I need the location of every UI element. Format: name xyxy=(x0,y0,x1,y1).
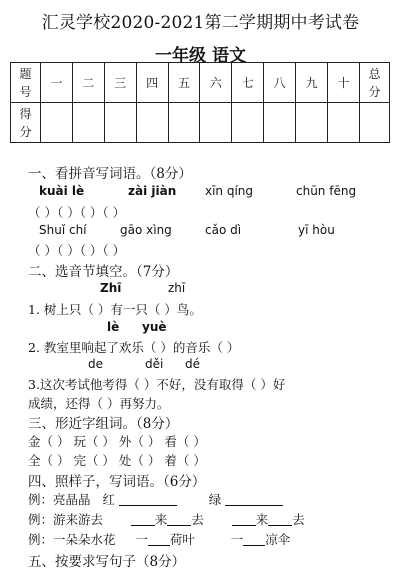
score-table-header-row xyxy=(11,63,390,103)
section1-heading: 一、看拼音写词语。（8分） xyxy=(28,166,192,182)
example-2-blank-a1[interactable] xyxy=(131,513,155,526)
score-cell: 二 xyxy=(72,63,104,103)
example-3-liangsan: 凉伞 xyxy=(265,532,291,547)
option-zhi-2: zhī xyxy=(168,281,186,295)
example-3-blank-a[interactable] xyxy=(148,533,170,546)
score-entry[interactable] xyxy=(328,103,360,143)
score-entry[interactable] xyxy=(264,103,296,143)
score-entry[interactable] xyxy=(360,103,390,143)
pinyin-xinqing: xīn qíng xyxy=(205,184,254,198)
example-2-blank-b2[interactable] xyxy=(268,513,292,526)
pinyin-gaoxing: gāo xìng xyxy=(120,223,172,237)
example-3-heye: 荷叶 xyxy=(169,532,195,547)
similar-chars-row2: 全（ ） 完（ ） 处（ ） 着（ ） xyxy=(28,453,206,468)
score-cell-label: 题 号 xyxy=(11,63,41,103)
score-entry[interactable] xyxy=(168,103,200,143)
score-cell: 九 xyxy=(296,63,328,103)
example-2-qu-b: 去 xyxy=(292,512,305,527)
score-cell: 四 xyxy=(136,63,168,103)
exam-subtitle: 一年级 语文 xyxy=(155,46,246,66)
score-cell: 五 xyxy=(168,63,200,103)
example-3-blank-b[interactable] xyxy=(243,533,265,546)
score-cell: 六 xyxy=(200,63,232,103)
section5-heading: 五、按要求写句子（8分） xyxy=(28,554,186,570)
score-entry[interactable] xyxy=(136,103,168,143)
example-3-label: 例：一朵朵水花 xyxy=(28,532,116,547)
example-1-blank-a[interactable] xyxy=(119,493,177,506)
option-dei: děi xyxy=(145,357,164,371)
option-le: lè xyxy=(107,320,120,334)
score-cell: 八 xyxy=(264,63,296,103)
example-2-label: 例：游来游去 xyxy=(28,512,104,527)
example-2-lai-b: 来 xyxy=(255,512,269,527)
pinyin-zaijian: zài jiàn xyxy=(128,184,177,198)
example-1-word-b: 绿 xyxy=(208,492,222,507)
answer-boxes-row1[interactable]: （ ）（ ）（ ）（ ） xyxy=(28,205,126,220)
score-cell: 十 xyxy=(328,63,360,103)
similar-chars-row1: 金（ ） 玩（ ） 外（ ） 看（ ） xyxy=(28,434,206,449)
score-cell-total: 总 分 xyxy=(360,63,390,103)
question-2-2: 2. 教室里响起了欢乐（ ）的音乐（ ） xyxy=(28,340,240,355)
question-2-1: 1. 树上只（ ）有一只（ ）鸟。 xyxy=(28,302,202,317)
example-1-label: 例：亮晶晶 xyxy=(28,492,91,507)
option-de: de xyxy=(88,357,103,371)
example-2-blank-b1[interactable] xyxy=(232,513,256,526)
score-table-score-row xyxy=(11,103,390,143)
pinyin-yihou: yī hòu xyxy=(298,223,335,237)
example-row-2 xyxy=(28,510,305,528)
pinyin-caodi: cǎo dì xyxy=(205,223,242,237)
pinyin-shuichi: Shuǐ chí xyxy=(39,223,87,237)
section4-heading: 四、照样子，写词语。（6分） xyxy=(28,474,206,490)
score-row-label: 得 分 xyxy=(11,103,41,143)
score-cell: 三 xyxy=(104,63,136,103)
example-1-word-a: 红 xyxy=(102,492,115,507)
option-yue: yuè xyxy=(142,320,167,334)
option-de2: dé xyxy=(185,357,200,371)
option-zhi-1: Zhī xyxy=(100,281,122,295)
score-entry[interactable] xyxy=(232,103,264,143)
example-1-blank-b[interactable] xyxy=(225,493,283,506)
section3-heading: 三、形近字组词。（8分） xyxy=(28,416,179,432)
section2-heading: 二、选音节填空。（7分） xyxy=(28,264,179,280)
question-2-3-line1: 3.这次考试他考得（ ）不好，没有取得（ ）好 xyxy=(28,377,286,392)
example-2-qu-a: 去 xyxy=(191,512,204,527)
score-table xyxy=(10,62,390,143)
score-entry[interactable] xyxy=(41,103,73,143)
score-entry[interactable] xyxy=(72,103,104,143)
pinyin-kuaile: kuài lè xyxy=(39,184,85,198)
score-entry[interactable] xyxy=(296,103,328,143)
example-row-3 xyxy=(28,530,290,548)
pinyin-chunfeng: chūn fēng xyxy=(296,184,357,198)
answer-boxes-row2[interactable]: （ ）（ ）（ ）（ ） xyxy=(28,243,126,258)
example-3-yi-b: 一 xyxy=(230,532,244,547)
question-2-3-line2: 成绩，还得（ ）再努力。 xyxy=(28,396,170,411)
example-3-yi-a: 一 xyxy=(135,532,148,547)
example-row-1 xyxy=(28,490,283,508)
exam-title: 汇灵学校2020-2021第二学期期中考试卷 xyxy=(41,13,360,33)
score-entry[interactable] xyxy=(200,103,232,143)
example-2-lai-a: 来 xyxy=(154,512,168,527)
score-cell: 七 xyxy=(232,63,264,103)
score-cell: 一 xyxy=(41,63,73,103)
score-entry[interactable] xyxy=(104,103,136,143)
example-2-blank-a2[interactable] xyxy=(167,513,191,526)
